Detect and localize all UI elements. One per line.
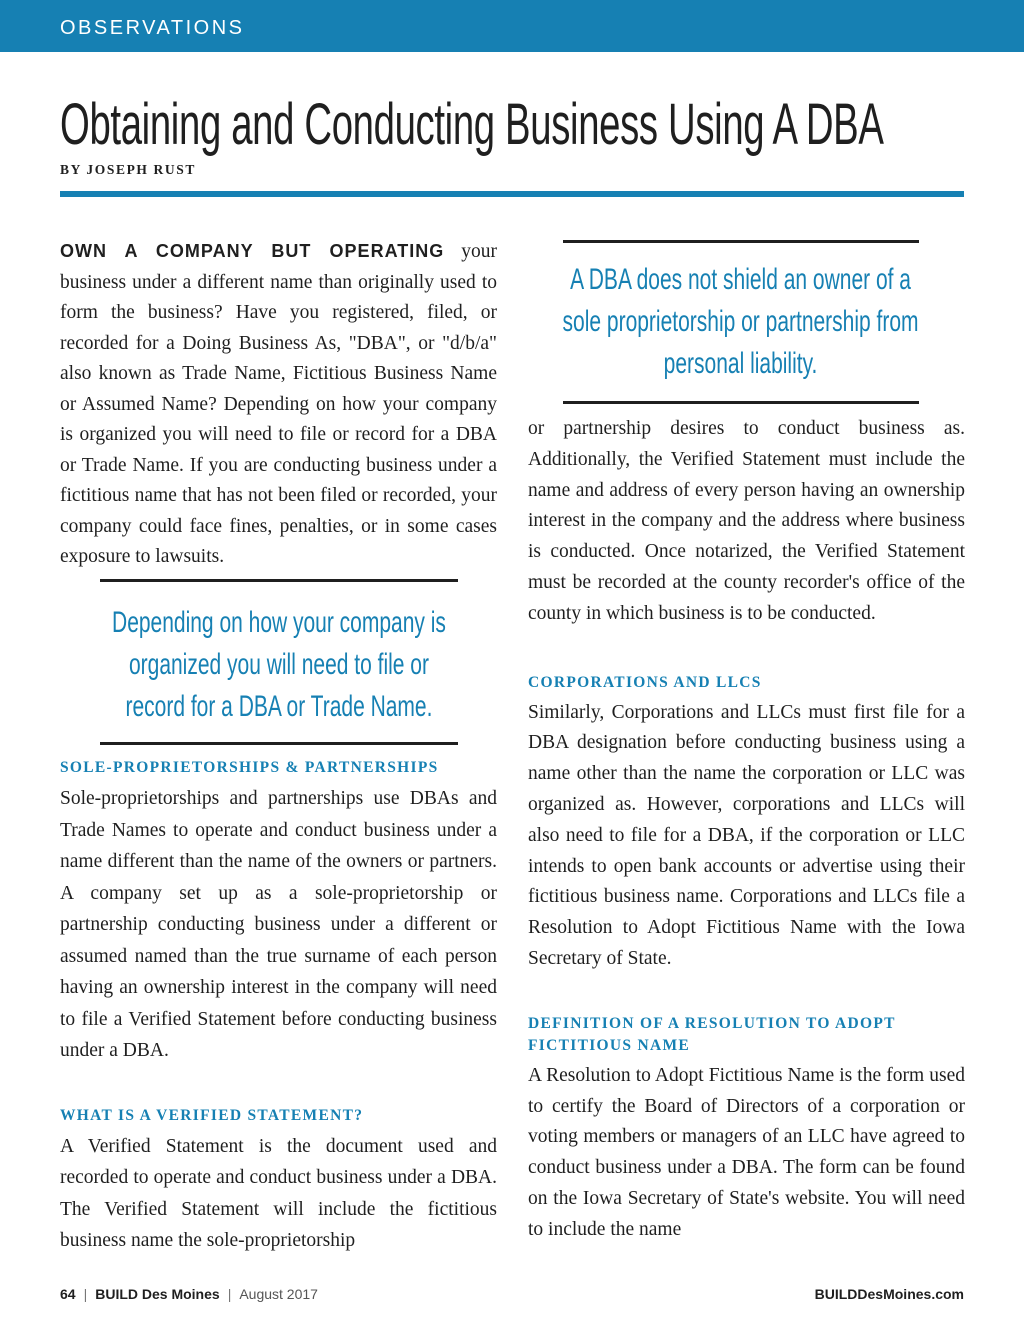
headline-divider [60,191,964,197]
body-paragraph: Similarly, Corporations and LLCs must first file for a DBA designation before conducting business using a name other than the name the corporation or LLC was organized as. However, corporations and LLCs will also need to file for a DBA, if the corporation or LLC intends to open bank accounts or advertise using their fictitious business name. Corporations and LLCs file a Resolution to Adopt Fictitious Name with the Iowa Secretary of State. [528,701,965,969]
intro-lead-in: OWN A COMPANY BUT OPERATING [60,241,445,261]
footer-separator: | [227,1286,232,1302]
subhead-resolution-definition: DEFINITION OF A RESOLUTION TO ADOPT FICTITIOUS NAME [528,1014,896,1054]
pull-quote-text: A DBA does not shield an owner of a sole proprietorship or partnership from personal liability. [563,263,920,380]
page-number: 64 [60,1286,76,1302]
pull-quote-right [563,240,919,404]
body-paragraph: A Verified Statement is the document used and recorded to operate and conduct business under a DBA. The Verified Statement will include the fictitious business name the sole-proprietorship [60,1135,497,1251]
section-label: OBSERVATIONS [60,17,245,39]
pull-quote-text: Depending on how your company is organized you will need to file or record for a DBA or Trade Name. [112,606,446,723]
body-paragraph: or partnership desires to conduct business as. Additionally, the Verified Statement must include the name and address of every person having an ownership interest in the company and the address where business is conducted. Once notarized, the Verified Statement must be recorded at the county recorder's office of the county in which business is to be conducted. [528,418,965,624]
article-headline: Obtaining and Conducting Business Using A DBA [60,92,884,157]
subhead-verified-statement: WHAT IS A VERIFIED STATEMENT? [60,1106,364,1124]
pull-quote-rule-top [100,579,458,582]
body-paragraph: Sole-proprietorships and partnerships use DBAs and Trade Names to operate and conduct business under a name different than the name of the owners or partners. A company set up as a sole-proprietorship or partnership conducting business under a different or assumed named than the true surname of each person having an ownership interest in the company will need to file a Verified Statement before conducting business under a DBA. [60,788,497,1061]
magazine-name: BUILD Des Moines [95,1286,220,1302]
pull-quote-rule-bottom [563,401,919,404]
left-column-intro [60,236,497,573]
subhead-sole-proprietorships: SOLE-PROPRIETORSHIPS & PARTNERSHIPS [60,759,439,776]
page-footer [60,1286,964,1302]
subhead-corporations-llcs: CORPORATIONS AND LLCS [528,673,762,691]
right-column-body [528,414,965,1246]
pull-quote-rule-bottom [100,742,458,745]
section-banner [0,0,1024,52]
intro-paragraph [60,236,497,573]
intro-text: your business under a different name than originally used to form the business? Have you registered, filed, or recorded for a Doing Business As, "DBA", or "d/b/a" also known as Trade Name, Fictitious Business Name or Assumed Name? Depending on how your company is organized you will need to file or record for a DBA or Trade Name. If you are conducting business under a fictitious name that has not been filed or recorded, your company could face fines, penalties, or in some cases exposure to lawsuits. [60,241,497,567]
body-paragraph: A Resolution to Adopt Fictitious Name is the form used to certify the Board of Directors of a corporation or voting members or managers of an LLC have agreed to conduct business under a DBA. The form can be found on the Iowa Secretary of State's website. You will need to include the name [528,1064,965,1240]
left-column-body [60,757,497,1257]
pull-quote-left [100,579,458,745]
website-link[interactable]: BUILDDesMoines.com [814,1286,964,1302]
pull-quote-rule-top [563,240,919,243]
issue-date: August 2017 [239,1286,318,1302]
byline: BY JOSEPH RUST [60,162,196,177]
footer-separator: | [83,1286,88,1302]
